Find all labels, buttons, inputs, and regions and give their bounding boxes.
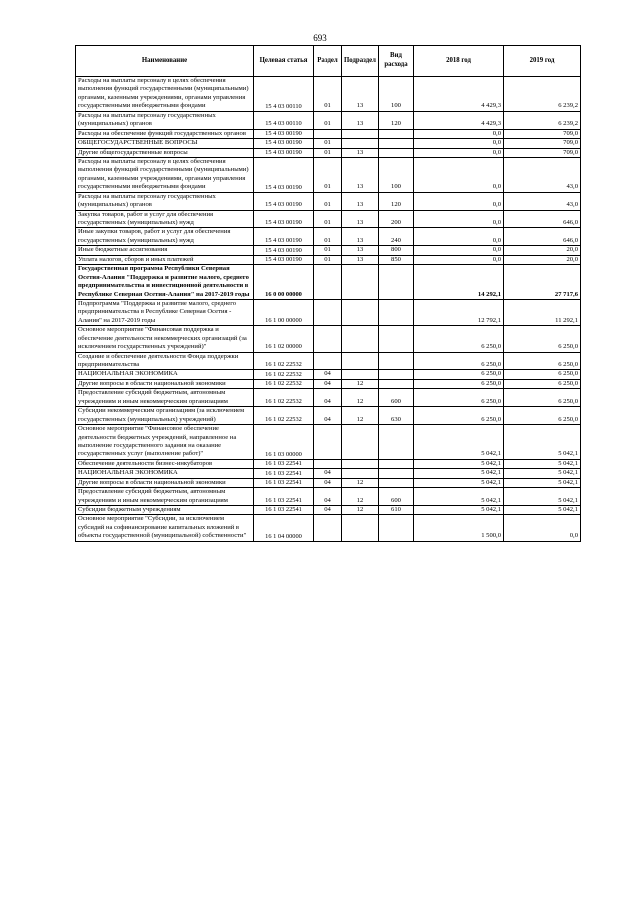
cell-target-article: 15 4 03 00190 — [254, 129, 314, 138]
cell-year-2018: 1 500,0 — [414, 515, 504, 541]
table-row — [76, 129, 581, 138]
cell-subsection: 13 — [342, 228, 379, 246]
cell-name: Основное мероприятие "Субсидии, за исключением субсидий на софинансирование капитальных вложений в объекты государственной (муниципальной) собственности" — [76, 515, 254, 541]
cell-year-2019: 0,0 — [504, 515, 581, 541]
table-row — [76, 157, 581, 192]
cell-year-2018: 0,0 — [414, 157, 504, 192]
table-row — [76, 210, 581, 228]
cell-target-article: 16 1 03 22541 — [254, 469, 314, 478]
cell-expense-kind: 800 — [379, 246, 414, 255]
cell-subsection: 13 — [342, 255, 379, 264]
cell-year-2019: 6 250,0 — [504, 352, 581, 370]
cell-section: 04 — [314, 389, 342, 407]
cell-year-2018: 5 042,1 — [414, 425, 504, 460]
cell-expense-kind: 240 — [379, 228, 414, 246]
cell-section: 01 — [314, 139, 342, 148]
cell-year-2018: 4 429,3 — [414, 111, 504, 129]
table-row — [76, 246, 581, 255]
cell-name: ОБЩЕГОСУДАРСТВЕННЫЕ ВОПРОСЫ — [76, 139, 254, 148]
cell-name: Иные закупки товаров, работ и услуг для обеспечения государственных (муниципальных) нужд — [76, 228, 254, 246]
cell-year-2019: 6 250,0 — [504, 370, 581, 379]
cell-year-2019: 20,0 — [504, 246, 581, 255]
cell-section: 01 — [314, 111, 342, 129]
table-row — [76, 425, 581, 460]
budget-table — [75, 45, 581, 542]
cell-year-2018: 12 792,1 — [414, 299, 504, 325]
cell-year-2019: 6 250,0 — [504, 326, 581, 352]
cell-year-2018: 0,0 — [414, 148, 504, 157]
cell-year-2019: 646,0 — [504, 228, 581, 246]
cell-year-2018: 5 042,1 — [414, 469, 504, 478]
cell-name: Другие вопросы в области национальной экономики — [76, 478, 254, 487]
cell-year-2018: 6 250,0 — [414, 407, 504, 425]
cell-year-2018: 6 250,0 — [414, 352, 504, 370]
cell-subsection: 13 — [342, 77, 379, 112]
cell-section — [314, 352, 342, 370]
cell-subsection — [342, 370, 379, 379]
cell-subsection: 12 — [342, 488, 379, 506]
cell-year-2019: 646,0 — [504, 210, 581, 228]
cell-expense-kind: 630 — [379, 407, 414, 425]
cell-section: 01 — [314, 157, 342, 192]
cell-target-article: 16 1 02 00000 — [254, 326, 314, 352]
cell-subsection — [342, 326, 379, 352]
cell-expense-kind: 100 — [379, 157, 414, 192]
cell-expense-kind: 850 — [379, 255, 414, 264]
cell-subsection: 13 — [342, 111, 379, 129]
cell-expense-kind — [379, 379, 414, 388]
cell-expense-kind: 120 — [379, 192, 414, 210]
cell-expense-kind — [379, 352, 414, 370]
cell-section — [314, 459, 342, 468]
cell-section — [314, 326, 342, 352]
table-row — [76, 148, 581, 157]
cell-subsection: 12 — [342, 478, 379, 487]
cell-year-2019: 20,0 — [504, 255, 581, 264]
cell-section: 01 — [314, 77, 342, 112]
cell-target-article: 15 4 03 00190 — [254, 157, 314, 192]
cell-section: 04 — [314, 379, 342, 388]
table-row — [76, 459, 581, 468]
cell-year-2018: 5 042,1 — [414, 506, 504, 515]
cell-year-2018: 6 250,0 — [414, 326, 504, 352]
cell-expense-kind: 100 — [379, 77, 414, 112]
cell-name: Расходы на выплаты персоналу в целях обеспечения выполнения функций государственными (муниципальными) органами, казенными учреждениями, органами управления государственными внебюджетными фондами — [76, 77, 254, 112]
cell-expense-kind: 600 — [379, 389, 414, 407]
cell-year-2019: 11 292,1 — [504, 299, 581, 325]
cell-expense-kind — [379, 425, 414, 460]
table-row — [76, 77, 581, 112]
cell-subsection: 13 — [342, 192, 379, 210]
cell-year-2018: 4 429,3 — [414, 77, 504, 112]
cell-expense-kind: 200 — [379, 210, 414, 228]
cell-year-2019: 6 239,2 — [504, 77, 581, 112]
cell-subsection: 13 — [342, 210, 379, 228]
cell-expense-kind — [379, 370, 414, 379]
cell-year-2018: 6 250,0 — [414, 379, 504, 388]
cell-target-article: 16 1 03 22541 — [254, 478, 314, 487]
cell-year-2018: 0,0 — [414, 255, 504, 264]
cell-subsection — [342, 299, 379, 325]
cell-year-2019: 6 250,0 — [504, 407, 581, 425]
cell-name: Государственная программа Республики Северная Осетия-Алания "Поддержка и развитие малого, среднего предпринимательства и инвестиционной деятельности в Республике Северная Осетия-Алания" на 2017-2019 годы — [76, 265, 254, 300]
table-row — [76, 478, 581, 487]
cell-section — [314, 265, 342, 300]
cell-subsection — [342, 425, 379, 460]
cell-expense-kind — [379, 139, 414, 148]
cell-expense-kind — [379, 459, 414, 468]
cell-target-article: 16 1 00 00000 — [254, 299, 314, 325]
header-section: Раздел — [314, 46, 342, 77]
cell-target-article: 16 0 00 00000 — [254, 265, 314, 300]
cell-name: Расходы на выплаты персоналу в целях обеспечения выполнения функций государственными (муниципальными) органами, казенными учреждениями, органами управления государственными внебюджетными фондами — [76, 157, 254, 192]
cell-subsection — [342, 139, 379, 148]
cell-subsection — [342, 265, 379, 300]
cell-name: Уплата налогов, сборов и иных платежей — [76, 255, 254, 264]
cell-expense-kind: 600 — [379, 488, 414, 506]
cell-target-article: 16 1 02 22532 — [254, 389, 314, 407]
cell-expense-kind — [379, 299, 414, 325]
cell-year-2019: 5 042,1 — [504, 425, 581, 460]
cell-expense-kind — [379, 265, 414, 300]
cell-expense-kind — [379, 478, 414, 487]
cell-section: 01 — [314, 210, 342, 228]
table-row — [76, 111, 581, 129]
cell-year-2018: 5 042,1 — [414, 488, 504, 506]
cell-section: 01 — [314, 255, 342, 264]
cell-name: Закупка товаров, работ и услуг для обеспечения государственных (муниципальных) нужд — [76, 210, 254, 228]
cell-year-2018: 6 250,0 — [414, 370, 504, 379]
cell-target-article: 15 4 03 00110 — [254, 77, 314, 112]
table-row — [76, 139, 581, 148]
table-row — [76, 228, 581, 246]
table-row — [76, 326, 581, 352]
cell-section: 04 — [314, 488, 342, 506]
table-header-row — [76, 46, 581, 77]
cell-name: Предоставление субсидий бюджетным, автономным учреждениям и иным некоммерческим организациям — [76, 389, 254, 407]
cell-target-article: 16 1 02 22532 — [254, 352, 314, 370]
cell-subsection — [342, 469, 379, 478]
table-row — [76, 255, 581, 264]
cell-subsection: 12 — [342, 379, 379, 388]
cell-section: 01 — [314, 148, 342, 157]
cell-expense-kind — [379, 469, 414, 478]
cell-name: Иные бюджетные ассигнования — [76, 246, 254, 255]
cell-target-article: 16 1 03 00000 — [254, 425, 314, 460]
table-row — [76, 265, 581, 300]
cell-name: Расходы на обеспечение функций государственных органов — [76, 129, 254, 138]
cell-section: 04 — [314, 370, 342, 379]
cell-name: Другие вопросы в области национальной экономики — [76, 379, 254, 388]
cell-section: 04 — [314, 469, 342, 478]
cell-name: Субсидии некоммерческим организациям (за исключением государственных (муниципальных) учреждений) — [76, 407, 254, 425]
table-row — [76, 515, 581, 541]
header-subsection: Подраздел — [342, 46, 379, 77]
table-row — [76, 389, 581, 407]
cell-section: 01 — [314, 228, 342, 246]
cell-subsection: 12 — [342, 407, 379, 425]
cell-expense-kind — [379, 148, 414, 157]
cell-year-2018: 6 250,0 — [414, 389, 504, 407]
cell-section — [314, 299, 342, 325]
cell-year-2018: 14 292,1 — [414, 265, 504, 300]
cell-target-article: 16 1 03 22541 — [254, 459, 314, 468]
cell-section: 04 — [314, 506, 342, 515]
cell-year-2019: 43,0 — [504, 192, 581, 210]
cell-year-2019: 709,0 — [504, 139, 581, 148]
cell-subsection — [342, 352, 379, 370]
cell-name: Подпрограмма "Поддержка и развитие малого, среднего предпринимательства в Республике Северная Осетия - Алания" на 2017-2019 годы — [76, 299, 254, 325]
header-year-2018: 2018 год — [414, 46, 504, 77]
cell-name: Расходы на выплаты персоналу государственных (муниципальных) органов — [76, 192, 254, 210]
cell-subsection — [342, 515, 379, 541]
cell-year-2019: 5 042,1 — [504, 478, 581, 487]
cell-subsection: 13 — [342, 148, 379, 157]
cell-section — [314, 129, 342, 138]
cell-section — [314, 515, 342, 541]
cell-expense-kind — [379, 515, 414, 541]
cell-year-2019: 6 250,0 — [504, 389, 581, 407]
cell-year-2018: 5 042,1 — [414, 459, 504, 468]
cell-name: Обеспечение деятельности бизнес-инкубаторов — [76, 459, 254, 468]
cell-subsection: 12 — [342, 389, 379, 407]
cell-target-article: 16 1 02 22532 — [254, 407, 314, 425]
table-row — [76, 299, 581, 325]
cell-expense-kind — [379, 326, 414, 352]
cell-subsection — [342, 129, 379, 138]
header-year-2019: 2019 год — [504, 46, 581, 77]
cell-name: НАЦИОНАЛЬНАЯ ЭКОНОМИКА — [76, 469, 254, 478]
table-row — [76, 352, 581, 370]
cell-year-2018: 0,0 — [414, 139, 504, 148]
cell-target-article: 16 1 04 00000 — [254, 515, 314, 541]
header-expense-kind: Вид расхода — [379, 46, 414, 77]
cell-target-article: 15 4 03 00110 — [254, 111, 314, 129]
cell-section: 01 — [314, 192, 342, 210]
cell-target-article: 16 1 03 22541 — [254, 488, 314, 506]
cell-subsection — [342, 459, 379, 468]
header-target-article: Целевая статья — [254, 46, 314, 77]
table-row — [76, 506, 581, 515]
cell-target-article: 15 4 03 00190 — [254, 139, 314, 148]
cell-name: Основное мероприятие "Финансовая поддержка и обеспечение деятельности некоммерческих организаций (за исключением государственных учреждений)" — [76, 326, 254, 352]
cell-section — [314, 425, 342, 460]
cell-target-article: 16 1 03 22541 — [254, 506, 314, 515]
cell-name: Субсидии бюджетным учреждениям — [76, 506, 254, 515]
cell-section: 01 — [314, 246, 342, 255]
table-row — [76, 379, 581, 388]
cell-target-article: 15 4 03 00190 — [254, 228, 314, 246]
cell-target-article: 15 4 03 00190 — [254, 192, 314, 210]
cell-year-2019: 6 239,2 — [504, 111, 581, 129]
cell-year-2018: 0,0 — [414, 192, 504, 210]
cell-year-2019: 709,0 — [504, 129, 581, 138]
cell-name: Другие общегосударственные вопросы — [76, 148, 254, 157]
header-name: Наименование — [76, 46, 254, 77]
cell-subsection: 12 — [342, 506, 379, 515]
cell-year-2018: 0,0 — [414, 228, 504, 246]
cell-year-2019: 6 250,0 — [504, 379, 581, 388]
cell-year-2019: 5 042,1 — [504, 488, 581, 506]
cell-year-2018: 0,0 — [414, 246, 504, 255]
cell-year-2019: 5 042,1 — [504, 469, 581, 478]
cell-subsection: 13 — [342, 157, 379, 192]
cell-year-2019: 5 042,1 — [504, 506, 581, 515]
cell-subsection: 13 — [342, 246, 379, 255]
cell-name: Расходы на выплаты персоналу государственных (муниципальных) органов — [76, 111, 254, 129]
cell-name: Создание и обеспечение деятельности Фонда поддержки предпринимательства — [76, 352, 254, 370]
table-row — [76, 192, 581, 210]
table-row — [76, 370, 581, 379]
table-row — [76, 469, 581, 478]
cell-name: Предоставление субсидий бюджетным, автономным учреждениям и иным некоммерческим организациям — [76, 488, 254, 506]
cell-section: 04 — [314, 407, 342, 425]
cell-year-2018: 0,0 — [414, 210, 504, 228]
cell-target-article: 15 4 03 00190 — [254, 148, 314, 157]
table-row — [76, 407, 581, 425]
cell-target-article: 16 1 02 22532 — [254, 370, 314, 379]
cell-year-2018: 5 042,1 — [414, 478, 504, 487]
cell-year-2019: 709,0 — [504, 148, 581, 157]
cell-year-2019: 43,0 — [504, 157, 581, 192]
cell-expense-kind: 610 — [379, 506, 414, 515]
cell-name: Основное мероприятие "Финансовое обеспечение деятельности бюджетных учреждений, направленное на выполнение государственного задания на оказание государственных услуг (выполнение работ)" — [76, 425, 254, 460]
page-number: 693 — [313, 33, 327, 43]
cell-expense-kind: 120 — [379, 111, 414, 129]
table-body — [76, 77, 581, 542]
cell-target-article: 16 1 02 22532 — [254, 379, 314, 388]
cell-year-2019: 27 717,6 — [504, 265, 581, 300]
cell-target-article: 15 4 03 00190 — [254, 210, 314, 228]
table-row — [76, 488, 581, 506]
cell-target-article: 15 4 03 00190 — [254, 246, 314, 255]
cell-target-article: 15 4 03 00190 — [254, 255, 314, 264]
cell-name: НАЦИОНАЛЬНАЯ ЭКОНОМИКА — [76, 370, 254, 379]
cell-section: 04 — [314, 478, 342, 487]
cell-year-2019: 5 042,1 — [504, 459, 581, 468]
cell-expense-kind — [379, 129, 414, 138]
cell-year-2018: 0,0 — [414, 129, 504, 138]
